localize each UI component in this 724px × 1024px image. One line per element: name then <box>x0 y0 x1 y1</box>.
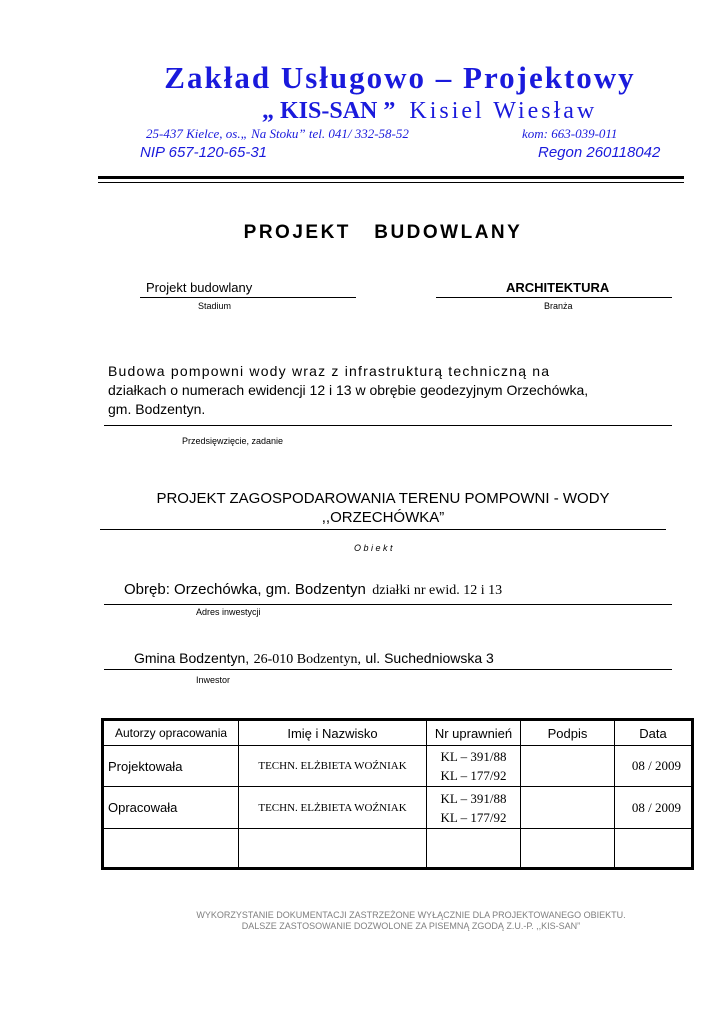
row-license <box>427 787 521 828</box>
investor-postal: 26-010 Bodzentyn, <box>253 652 361 667</box>
owner-name: Kisiel Wiesław <box>409 98 598 124</box>
empty-cell <box>239 828 427 868</box>
authors-table <box>101 718 694 870</box>
investment-address-underline <box>104 604 672 605</box>
empty-cell <box>427 828 521 868</box>
table-row <box>103 746 693 787</box>
license-line-1: KL – 391/88 <box>440 749 507 765</box>
row-license <box>427 746 521 787</box>
object-line-1: PROJEKT ZAGOSPODAROWANIA TERENU POMPOWNI - WODY <box>156 490 610 507</box>
undertaking-line-3: gm. Bodzentyn. <box>108 401 206 417</box>
object-label: O b i e k t <box>354 543 393 553</box>
row-role: Opracowała <box>103 787 239 828</box>
row-date: 08 / 2009 <box>615 746 693 787</box>
undertaking-line-2: działkach o numerach ewidencji 12 i 13 w obrębie geodezyjnym Orzechówka, <box>108 382 589 398</box>
object-title <box>100 489 666 527</box>
investor-street: ul. Suchedniowska 3 <box>365 650 494 666</box>
row-name: TECHN. ELŻBIETA WOŹNIAK <box>239 746 427 787</box>
firm-name: „ KIS-SAN ” <box>262 98 396 124</box>
empty-cell <box>521 828 615 868</box>
empty-cell <box>103 828 239 868</box>
header-divider-thick <box>98 176 684 179</box>
branch-underline <box>436 297 672 298</box>
header-license: Nr uprawnień <box>427 720 521 746</box>
investor-name: Gmina Bodzentyn, <box>134 650 250 666</box>
footer-line-1: WYKORZYSTANIE DOKUMENTACJI ZASTRZEŻONE WYŁĄCZNIE DLA PROJEKTOWANEGO OBIEKTU. <box>196 910 626 920</box>
investor-label: Inwestor <box>196 675 231 685</box>
company-regon: Regon 260118042 <box>538 144 661 161</box>
footer-note <box>0 910 724 932</box>
row-role: Projektowała <box>103 746 239 787</box>
company-name: Zakład Usługowo – Projektowy <box>164 60 636 95</box>
company-address: 25-437 Kielce, os.„ Na Stoku” tel. 041/ 332-58-52 <box>146 126 409 141</box>
license-line-2: KL – 177/92 <box>440 768 507 784</box>
investment-address-plots: działki nr ewid. 12 i 13 <box>372 583 503 598</box>
header-name: Imię i Nazwisko <box>239 720 427 746</box>
header-divider-thin <box>98 182 684 183</box>
header-date: Data <box>615 720 693 746</box>
branch-value: ARCHITEKTURA <box>506 280 610 295</box>
stage-underline <box>140 297 356 298</box>
license-line-2: KL – 177/92 <box>440 809 507 825</box>
header-authors: Autorzy opracowania <box>103 720 239 746</box>
investment-address-main: Obręb: Orzechówka, gm. Bodzentyn <box>124 581 366 598</box>
firm-line <box>262 98 597 125</box>
row-date: 08 / 2009 <box>615 787 693 828</box>
branch-label: Branża <box>544 301 573 311</box>
row-signature <box>521 787 615 828</box>
undertaking-label: Przedsięwzięcie, zadanie <box>182 436 284 446</box>
investment-address-label: Adres inwestycji <box>196 607 261 617</box>
row-signature <box>521 746 615 787</box>
row-name: TECHN. ELŻBIETA WOŹNIAK <box>239 787 427 828</box>
table-row <box>103 787 693 828</box>
empty-cell <box>615 828 693 868</box>
company-nip: NIP 657-120-65-31 <box>140 144 268 161</box>
object-line-2: ,,ORZECHÓWKA” <box>321 509 445 526</box>
license-line-1: KL – 391/88 <box>440 790 507 806</box>
investment-address <box>124 581 502 599</box>
company-mobile: kom: 663-039-011 <box>522 126 618 141</box>
undertaking-underline <box>104 425 672 426</box>
undertaking-line-1: Budowa pompowni wody wraz z infrastrukturą techniczną na <box>108 363 551 379</box>
undertaking-description <box>108 362 668 419</box>
object-underline <box>100 529 666 530</box>
table-row-empty <box>103 828 693 868</box>
authors-table-header <box>103 720 693 746</box>
investor-underline <box>104 669 672 670</box>
stage-value: Projekt budowlany <box>146 280 253 295</box>
stage-label: Stadium <box>198 301 232 311</box>
document-title: PROJEKT BUDOWLANY <box>243 222 523 243</box>
footer-line-2: DALSZE ZASTOSOWANIE DOZWOLONE ZA PISEMNĄ ZGODĄ Z.U.-P. ,,KIS-SAN” <box>241 921 581 931</box>
header-signature: Podpis <box>521 720 615 746</box>
investor <box>134 650 494 668</box>
